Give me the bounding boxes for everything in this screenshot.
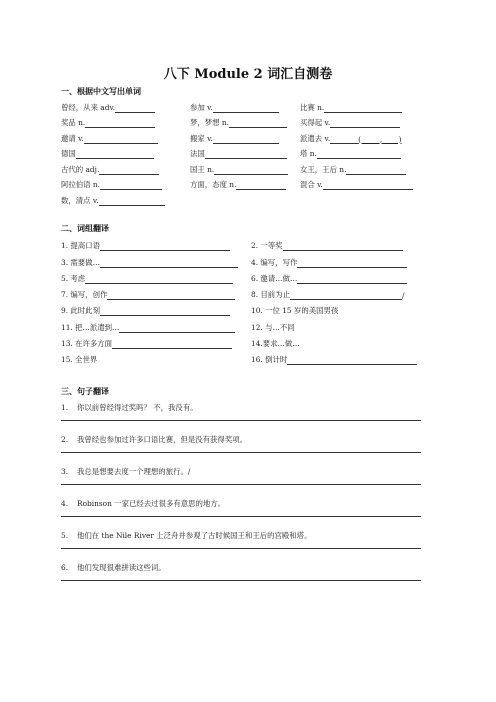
phrase-item [61, 333, 251, 349]
phrase-item [251, 316, 421, 332]
vocab-label: 古代的 adj. [61, 164, 100, 174]
phrase-label: 1. 提高口语 [61, 241, 100, 251]
sentence-item [61, 523, 421, 555]
answer-blank[interactable] [119, 325, 235, 333]
answer-blank[interactable] [297, 276, 407, 284]
vocab-item [190, 159, 300, 175]
vocab-item [61, 159, 190, 175]
sentence-number: 6. [61, 563, 69, 572]
answer-line[interactable] [61, 452, 421, 453]
sentence-item [61, 427, 421, 459]
vocab-item [190, 144, 300, 160]
phrase-item [61, 235, 251, 251]
answer-blank[interactable] [205, 151, 287, 159]
answer-blank[interactable] [283, 243, 403, 251]
answer-blank[interactable] [100, 182, 162, 190]
vocab-label: 比赛 n. [300, 102, 325, 112]
answer-blank[interactable] [99, 167, 159, 175]
section-1-heading: 一、根据中文写出单词 [61, 86, 141, 96]
vocab-item [61, 190, 190, 206]
phrase-item [61, 268, 251, 284]
sentence-text: 他们在 the Nile River 上泛舟并参观了古时候国王和王后的宫殿和塔。 [77, 531, 312, 540]
phrase-label: 2. 一等奖 [251, 241, 283, 251]
answer-blank[interactable] [85, 120, 155, 128]
phrase-label: 8. 目前为止 [251, 290, 290, 300]
phrase-grid [61, 235, 421, 365]
vocab-label: 买得起 v. [300, 118, 331, 127]
phrase-item [61, 251, 251, 267]
vocab-label: 德国 [61, 149, 76, 158]
slash-mark: / [401, 291, 405, 301]
answer-blank[interactable] [229, 120, 287, 128]
answer-line[interactable] [61, 516, 421, 517]
sentence-prompt [61, 562, 166, 573]
vocab-label: 混合 v. [300, 180, 323, 189]
answer-blank[interactable] [115, 105, 155, 113]
vocab-item [300, 159, 421, 175]
vocab-grid [61, 97, 421, 206]
answer-blank[interactable] [324, 105, 402, 113]
phrase-label: 9. 此时此刻 [61, 306, 100, 316]
phrase-item [251, 251, 421, 267]
sentence-item [61, 555, 421, 587]
sentence-prompt [61, 466, 190, 477]
phrase-item [251, 333, 421, 349]
vocab-label: 曾经，从来 adv. [61, 102, 116, 112]
answer-blank[interactable] [100, 260, 238, 268]
sentence-text: 你以前曾经得过奖吗？ 不，我没有。 [77, 403, 198, 412]
answer-blank[interactable] [346, 167, 406, 175]
vocab-label: 派遣去 v. [300, 133, 331, 143]
answer-blank[interactable] [317, 151, 401, 159]
sentence-text: 我曾经也参加过许多口语比赛，但是没有获得奖项。 [77, 435, 247, 444]
phrase-item [251, 300, 421, 316]
phrase-item [61, 300, 251, 316]
phrase-label: 4. 编写，写作 [251, 257, 298, 267]
phrase-item [61, 316, 251, 332]
vocab-label: 搬家 v. [190, 133, 213, 143]
answer-blank[interactable] [330, 120, 400, 128]
page-title: 八下 Module 2 词汇自测卷 [163, 67, 333, 82]
vocab-label: 法国 [190, 149, 205, 158]
sentence-prompt [61, 434, 247, 445]
vocab-item [190, 128, 300, 144]
answer-line[interactable] [61, 420, 421, 421]
vocab-item [300, 97, 421, 113]
sentence-number: 5. [61, 531, 69, 540]
phrase-label: 15. 全世界 [61, 355, 98, 365]
answer-line[interactable] [61, 484, 421, 485]
sentence-prompt [61, 402, 198, 413]
phrase-item [61, 284, 251, 300]
vocab-label: 邀请 v. [61, 133, 84, 143]
sentence-text: 他们发现很难拼读这些词。 [77, 563, 166, 572]
phrase-item [251, 349, 421, 365]
phrase-label: 12. 与…不同 [251, 322, 295, 332]
answer-blank[interactable] [287, 357, 417, 365]
phrase-label: 6. 邀请…做… [251, 273, 298, 283]
section-2-heading: 二、词组翻译 [61, 223, 109, 233]
vocab-item [190, 113, 300, 129]
phrase-item [251, 284, 421, 300]
vocab-label: 梦，梦想 n. [190, 118, 230, 127]
phrase-item [61, 349, 251, 365]
vocab-item [300, 175, 421, 191]
sentence-number: 3. [61, 467, 69, 476]
vocab-item [61, 128, 190, 144]
vocab-item [61, 113, 190, 129]
sentence-prompt [61, 498, 225, 509]
answer-line[interactable] [61, 580, 421, 581]
phrase-label: 10. 一位 15 岁的美国男孩 [251, 306, 339, 316]
answer-blank[interactable] [112, 341, 232, 349]
sentence-text: 我总是想要去度一个理想的旅行。/ [77, 467, 191, 476]
vocab-item [190, 175, 300, 191]
answer-blank[interactable] [100, 308, 230, 316]
sentence-prompt [61, 530, 311, 541]
phrase-label: 16. 倒计时 [251, 355, 288, 365]
answer-blank[interactable] [323, 182, 413, 190]
phrase-item [251, 235, 421, 251]
vocab-item [300, 128, 421, 144]
phrase-label: 14.要求…做… [251, 339, 300, 349]
answer-blank[interactable] [76, 151, 154, 159]
answer-blank[interactable] [99, 198, 165, 206]
sentence-item [61, 459, 421, 491]
answer-line[interactable] [61, 548, 421, 549]
verb-forms-note: ( , ) [358, 134, 402, 144]
vocab-item [61, 175, 190, 191]
vocab-label: 女王，王后 n. [300, 164, 347, 174]
vocab-label: 参加 v. [190, 102, 213, 112]
phrase-label: 13. 在许多方面 [61, 339, 113, 349]
answer-blank[interactable] [107, 292, 235, 300]
answer-blank[interactable] [330, 136, 358, 144]
vocab-label: 塔 n. [300, 149, 317, 158]
answer-blank[interactable] [290, 292, 402, 300]
answer-blank[interactable] [85, 276, 233, 284]
vocab-item [300, 144, 421, 160]
sentence-item [61, 395, 421, 427]
vocab-label: 国王 n. [190, 164, 215, 174]
vocab-label: 数，清点 v. [61, 195, 99, 205]
sentence-item [61, 491, 421, 523]
answer-blank[interactable] [84, 136, 158, 144]
vocab-label: 奖品 n. [61, 118, 86, 127]
phrase-item [251, 268, 421, 284]
phrase-label: 7. 编写，创作 [61, 290, 108, 300]
sentence-number: 4. [61, 499, 69, 508]
sentence-list [61, 395, 421, 587]
answer-blank[interactable] [214, 167, 288, 175]
vocab-item [61, 97, 190, 113]
section-3-heading: 三、句子翻译 [61, 386, 109, 396]
answer-blank[interactable] [297, 260, 407, 268]
sentence-number: 1. [61, 403, 69, 412]
vocab-label: 方面，态度 n. [190, 180, 237, 189]
answer-blank[interactable] [213, 105, 279, 113]
vocab-item [300, 113, 421, 129]
vocab-label: 阿拉伯语 n. [61, 180, 101, 189]
answer-blank[interactable] [213, 136, 279, 144]
vocab-item [61, 144, 190, 160]
phrase-label: 3. 需要做… [61, 257, 100, 267]
vocab-item [190, 97, 300, 113]
sentence-number: 2. [61, 435, 69, 444]
phrase-label: 11. 把…派遣到… [61, 322, 120, 332]
sentence-text: Robinson 一家已经去过很多有意思的地方。 [77, 499, 226, 508]
answer-blank[interactable] [100, 243, 230, 251]
phrase-label: 5. 考虑 [61, 273, 86, 283]
answer-blank[interactable] [236, 182, 286, 190]
